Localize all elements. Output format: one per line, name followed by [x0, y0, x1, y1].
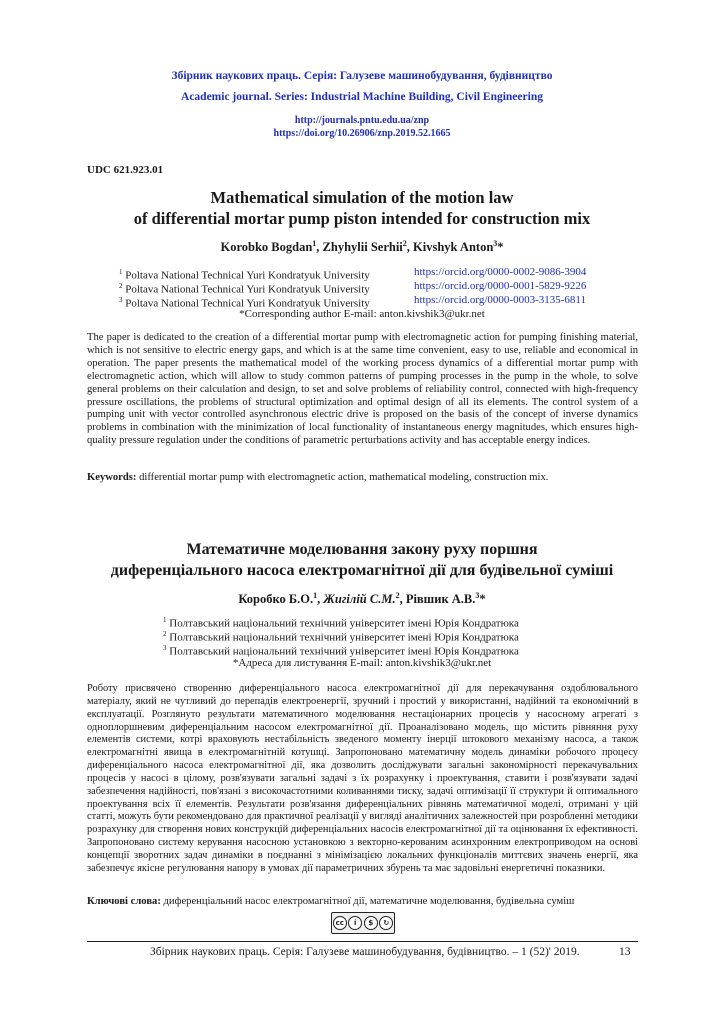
journal-url-link[interactable]: http://journals.pntu.edu.ua/znp — [294, 115, 430, 126]
affiliation-name: Полтавський національний технічний університет імені Юрія Кондратюка — [169, 631, 519, 644]
affiliation-sup: 1 — [119, 268, 123, 276]
author-name: Рівшик А.В. — [405, 592, 476, 607]
author-sup: 1 — [312, 239, 317, 248]
affiliation-sup: 1 — [163, 616, 167, 624]
journal-title-ua: Збірник наукових праць. Серія: Галузеве машинобудування, будівництво — [171, 70, 553, 82]
author-sup: 1 — [313, 591, 318, 600]
author-sup: 2 — [395, 591, 400, 600]
affiliation-name: Poltava National Technical Yuri Kondratyuk University — [125, 269, 370, 282]
affiliation-name: Полтавський національний технічний університет імені Юрія Кондратюка — [169, 645, 519, 658]
abstract-en: The paper is dedicated to the creation of a differential mortar pump with electromagnetic action for pumping finishing material, which is not sensitive to electric energy gaps, and which is at the same time convenient, easy to use, reliable and economical in operation. The paper presents the mathematical model of the working process dynamics of a differential mortar pump with electromagnetic action, which will allow to study common patterns of pumping processes in the pump in the whole, to solve general problems on their calculation and design, to set and solve problems of reliability control, connected with high-frequency pressure oscillations, the problems of structural optimization and optimal design of all its elements. The control system of a pumping unit with vector controlled asynchronous electric drive is proposed on the basis of the concept of inverse dynamics problems in combination with the minimization of local functionality of instantaneous energy magnitudes, which ensures high-quality pressure regulation under the conditions of parametric perturbations activity and has acceptable energy indices. — [87, 332, 638, 447]
affiliation-name: Poltava National Technical Yuri Kondratyuk University — [125, 283, 370, 296]
by-icon: i — [348, 916, 362, 930]
orcid-link[interactable]: https://orcid.org/0000-0003-3135-6811 — [414, 294, 587, 306]
paper-title-en-line2: of differential mortar pump piston intended for construction mix — [133, 209, 591, 228]
corresponding-mark: * — [479, 592, 486, 607]
footer-journal: Збірник наукових праць. Серія: Галузеве машинобудування, будівництво. – 1 (52)' 2019. — [150, 946, 580, 958]
corresponding-author-ua: *Адреса для листування E-mail: anton.kivshik3@ukr.net — [232, 657, 492, 669]
author-name: Жигілій С.М. — [323, 592, 396, 607]
authors-en: Korobko Bogdan$^1$, Zhyhylii Serhii$^2$, Kivshyk Anton$^3$* — [220, 239, 504, 255]
author-sup: 2 — [402, 239, 407, 248]
author-name: Kivshyk Anton — [413, 240, 494, 255]
corresponding-mark: * — [497, 240, 504, 255]
keywords-en — [87, 471, 638, 484]
keywords-text: differential mortar pump with electromagnetic action, mathematical modeling, construction mix. — [136, 472, 549, 483]
affiliation-name: Poltava National Technical Yuri Kondratyuk University — [125, 297, 370, 310]
sa-icon: ↻ — [379, 916, 393, 930]
affiliation-sup: 2 — [119, 282, 123, 290]
affiliation-sup: 3 — [163, 644, 167, 652]
keywords-text: диференціальний насос електромагнітної дії, математичне моделювання, будівельна суміш — [160, 896, 575, 907]
affiliation-sup: 3 — [119, 296, 123, 304]
abstract-ua: Роботу присвячено створенню диференціального насоса електромагнітної дії для перекачування оздоблювального матеріалу, який не чутливий до перепадів електроенергії, зручний і простий у використанні, надійний та економічний в експлуатації. Розглянуто результати математичного моделювання нестаціонарних процесів у насосному агрегаті з одноплоршневим диференціальним насосом електромагнітної дії. Проаналізовано модель, що містить рівняння руху елементів системи, котрі враховують нестабільність зведеного моменту інерції штокового механізму насоса, а також електромагнітні явища в електромагнітній котушці. Запропоновано математичну модель динаміки робочого процесу диференціального насоса електромагнітної дії, яка дозволить досліджувати загальні закономірності перекачувальних процесів у насосі в цілому, розв'язувати загальні задачі з їх розрахунку і проектування, ставити і розв'язувати задачі забезпечення надійності, пов'язані з високочастотними коливаннями тиску, задачі оптимізації її структури й оптимального проектування всіх її елементів. Результати розв'язання диференціальних рівнянь математичної моделі, отримані у цій статті, можуть бути рекомендовано для практичної реалізації у вигляді аналітичних залежностей при розробленні методики розрахунку для створення нових конструкцій диференціальних насосів електромагнітної дії та оцінювання їх ефективності. Запропоновано систему керування насосною установкою з векторно-керованим асинхронним електроприводом на основі концепції зворотних задач динаміки в поєднанні з мінімізацією локальних функціоналів миттєвих значень енергії, яка забезпечує якісне регулювання напору в умовах дії параметричних збурень та має задовільні енергетичні показники. — [87, 683, 638, 874]
affiliation-name: Полтавський національний технічний університет імені Юрія Кондратюка — [169, 617, 519, 630]
author-sup: 3 — [475, 591, 480, 600]
affiliation-sup: 2 — [163, 630, 167, 638]
affiliations-en — [0, 265, 724, 309]
cc-license-badge[interactable] — [331, 912, 395, 934]
keywords-label: Ключові слова: — [87, 896, 161, 907]
journal-title-en: Academic journal. Series: Industrial Machine Building, Civil Engineering — [181, 91, 543, 103]
author-name: Zhyhylii Serhii — [322, 240, 403, 255]
footer-divider — [87, 941, 638, 942]
corresponding-author-en: *Corresponding author E-mail: anton.kivshik3@ukr.net — [239, 308, 485, 320]
orcid-link[interactable]: https://orcid.org/0000-0002-9086-3904 — [414, 266, 587, 278]
paper-title-ua-line2: диференціального насоса електромагнітної дії для будівельної суміші — [110, 562, 614, 579]
keywords-ua — [87, 895, 638, 908]
author-name: Korobko Bogdan — [220, 240, 313, 255]
nc-icon: $ — [364, 916, 378, 930]
authors-ua: Коробко Б.О.$^1$, Жигілій С.М.$^2$, Рівшик А.В.$^3$* — [238, 591, 486, 607]
paper-title-ua-line1: Математичне моделювання закону руху поршня — [186, 541, 538, 558]
page-number: 13 — [619, 946, 631, 958]
cc-icon: cc — [333, 916, 347, 930]
udc-code: UDC 621.923.01 — [87, 164, 164, 176]
affiliations-ua — [0, 613, 724, 657]
doi-link[interactable]: https://doi.org/10.26906/znp.2019.52.1665 — [273, 128, 451, 139]
author-sup: 3 — [493, 239, 498, 248]
orcid-link[interactable]: https://orcid.org/0000-0001-5829-9226 — [414, 280, 587, 292]
paper-title-en-line1: Mathematical simulation of the motion law — [210, 188, 514, 207]
author-name: Коробко Б.О. — [238, 592, 314, 607]
keywords-label: Keywords: — [87, 472, 137, 483]
